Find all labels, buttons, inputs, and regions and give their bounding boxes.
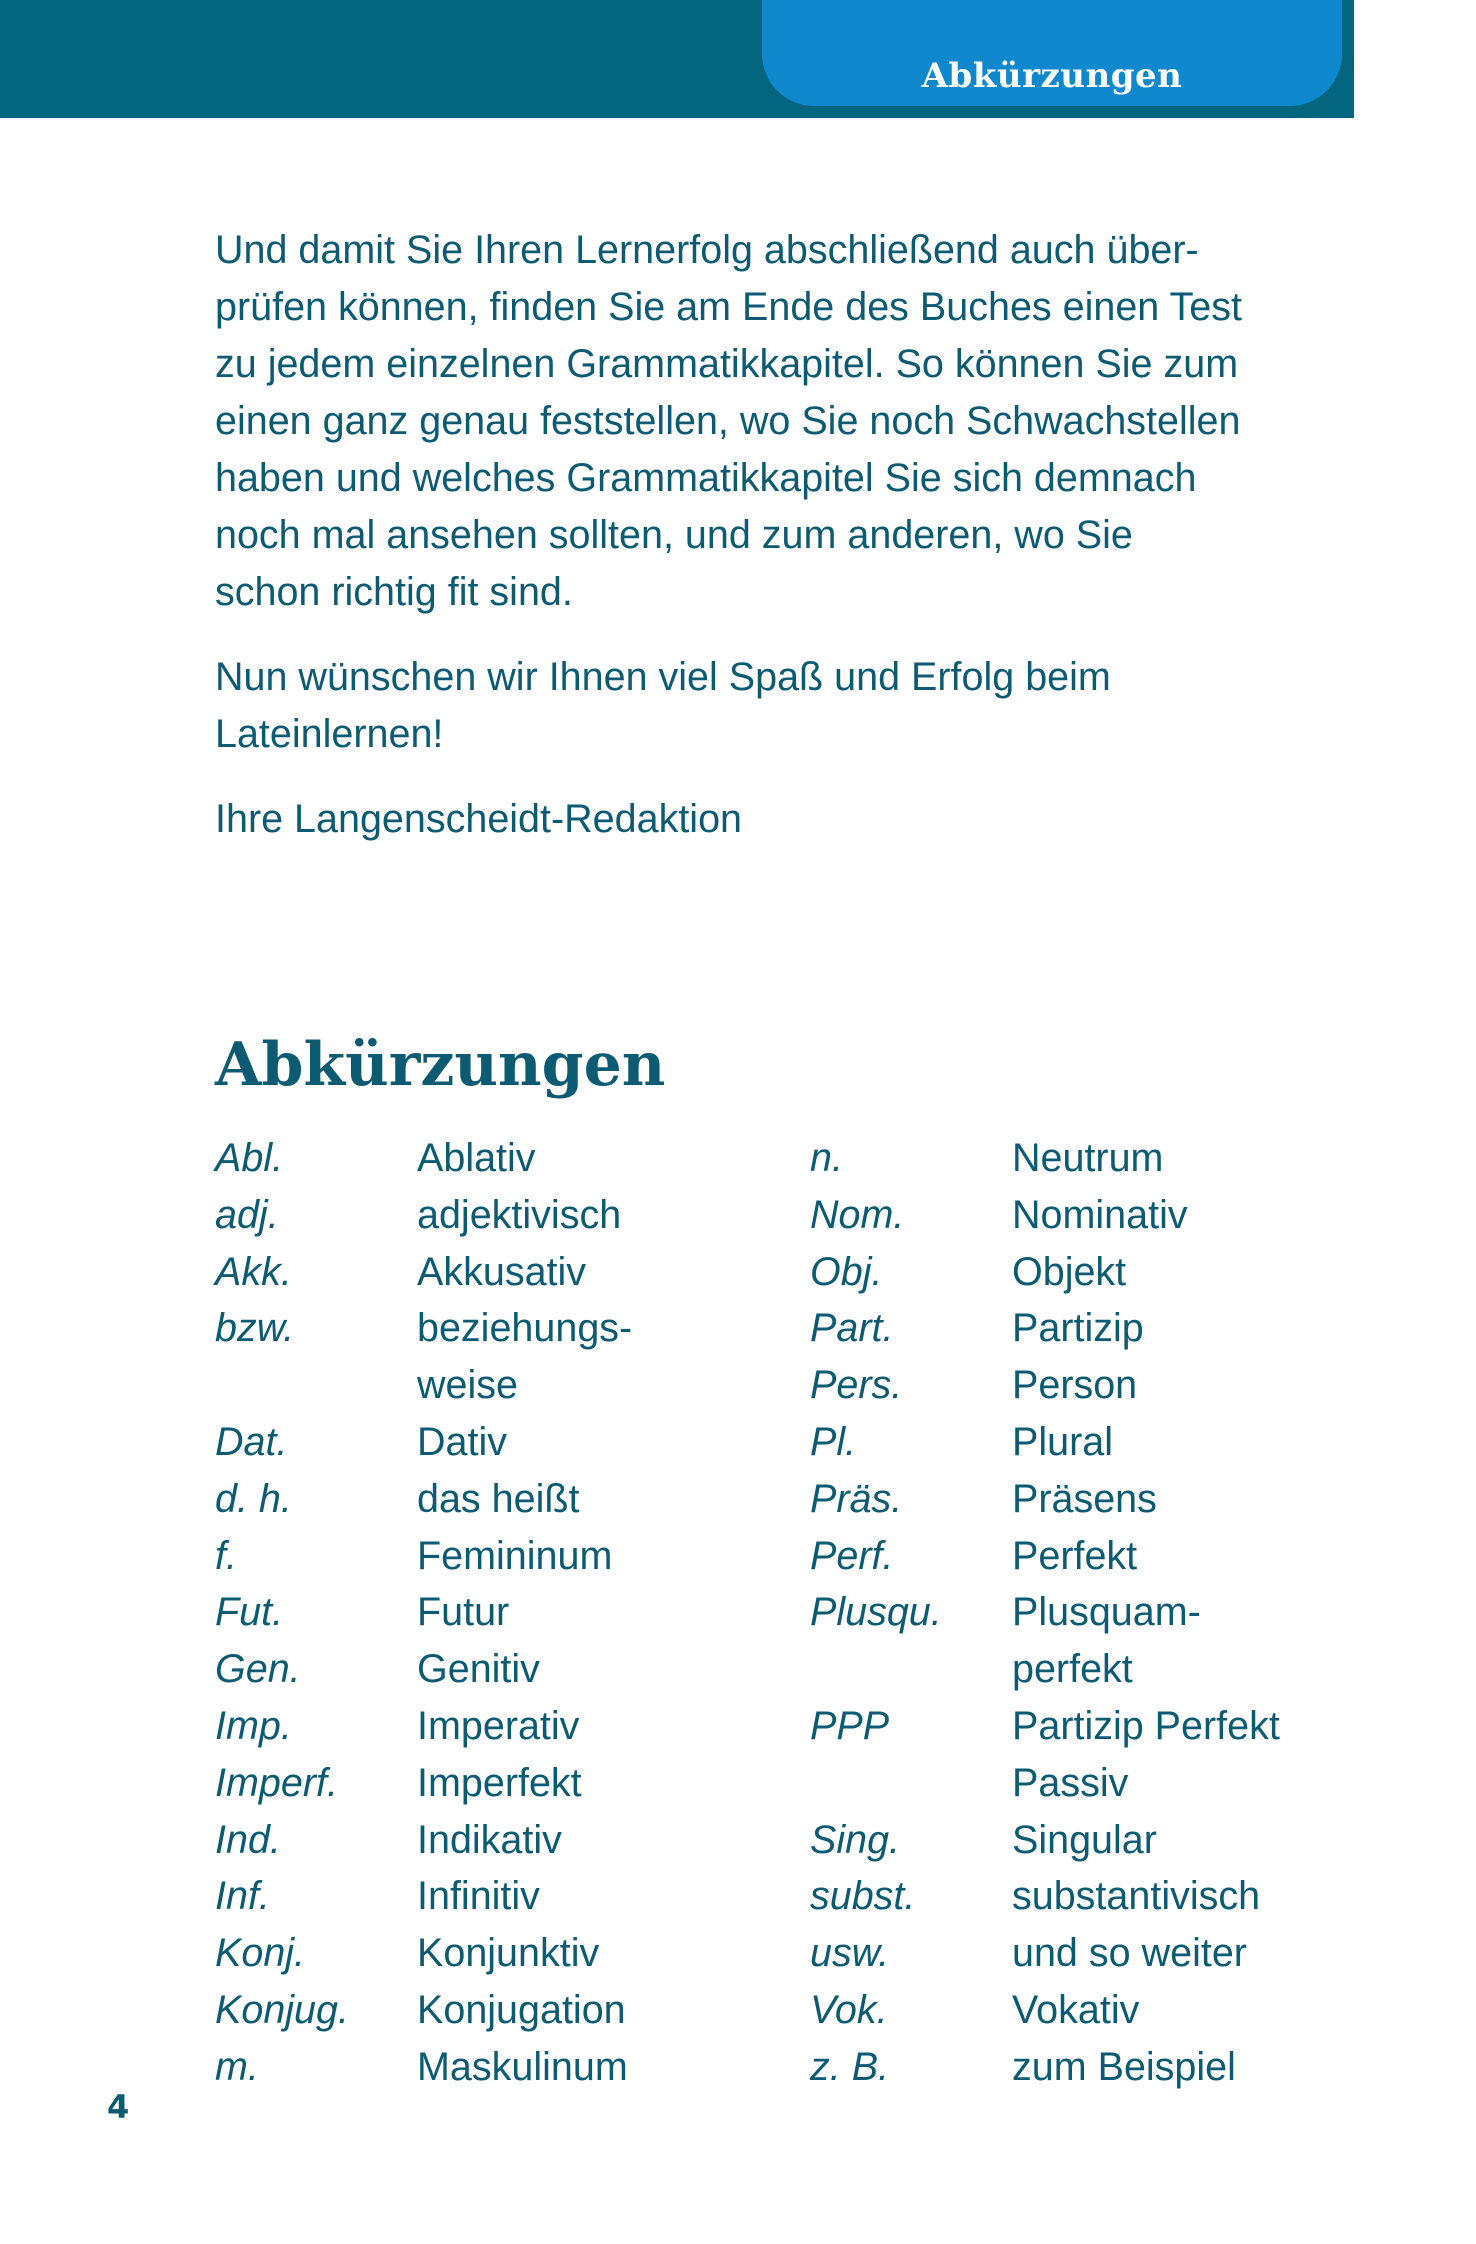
abbreviation-row	[810, 1925, 1280, 1982]
abbreviation-meaning: Ablativ	[417, 1136, 536, 1180]
abbreviation-term: Ind.	[215, 1817, 281, 1862]
abbreviation-term: bzw.	[215, 1306, 295, 1351]
abbreviation-term: Part.	[810, 1306, 894, 1351]
abbreviation-row	[215, 1187, 632, 1244]
abbreviation-term: n.	[810, 1136, 843, 1180]
abbreviation-term: Dat.	[215, 1419, 288, 1464]
abbreviation-row	[215, 1982, 632, 2039]
abbreviation-meaning: substantivisch	[1012, 1874, 1261, 1919]
abbreviation-meaning: Perfekt	[1012, 1533, 1138, 1578]
abbreviation-row	[215, 1584, 632, 1641]
intro-text	[215, 222, 1345, 876]
abbreviation-meaning: adjektivisch	[417, 1192, 622, 1237]
abbreviation-meaning: Person	[1012, 1363, 1138, 1408]
abbreviation-term: d. h.	[215, 1476, 292, 1521]
abbreviation-row	[215, 1812, 632, 1869]
abbreviation-term: Sing.	[810, 1817, 901, 1862]
abbreviation-term: m.	[215, 2044, 259, 2089]
abbreviation-term: Imperf.	[215, 1760, 338, 1805]
abbreviation-term: Imp.	[215, 1703, 292, 1748]
abbreviation-meaning: Partizip	[1012, 1306, 1144, 1351]
abbreviation-meaning: Präsens	[1012, 1476, 1157, 1521]
abbreviation-row	[810, 1300, 1280, 1357]
abbreviation-row	[215, 1925, 632, 1982]
abbreviation-row	[810, 1584, 1280, 1698]
abbreviation-term: Perf.	[810, 1533, 894, 1578]
abbreviation-term: Plusqu.	[810, 1590, 942, 1635]
abbreviation-meaning: Partizip Perfekt Passiv	[1012, 1703, 1280, 1805]
abbreviation-row	[215, 1244, 632, 1301]
abbreviation-row	[810, 1868, 1280, 1925]
abbreviation-term: Akk.	[215, 1249, 292, 1294]
abbreviation-term: Abl.	[215, 1136, 284, 1180]
abbreviation-row	[215, 1698, 632, 1755]
abbreviation-term: PPP	[810, 1703, 890, 1748]
abbreviation-term: Präs.	[810, 1476, 903, 1521]
abbreviation-meaning: das heißt	[417, 1476, 580, 1521]
abbreviation-row	[810, 1244, 1280, 1301]
abbreviation-row	[810, 1698, 1280, 1812]
abbreviation-row	[215, 1528, 632, 1585]
intro-signature: Ihre Langenscheidt-Redaktion	[215, 797, 743, 841]
abbreviation-term: Pers.	[810, 1363, 903, 1408]
abbreviation-row	[215, 1868, 632, 1925]
section-title: Abkürzungen	[215, 1030, 666, 1100]
abbreviation-list-right	[810, 1130, 1280, 2096]
abbreviation-meaning: Genitiv	[417, 1647, 540, 1692]
abbreviation-term: Vok.	[810, 1987, 888, 2032]
abbreviation-row	[810, 1812, 1280, 1869]
abbreviation-term: Obj.	[810, 1249, 883, 1294]
abbreviation-meaning: Konjunktiv	[417, 1931, 600, 1976]
abbreviation-row	[810, 1357, 1280, 1414]
abbreviation-meaning: zum Beispiel	[1012, 2044, 1236, 2089]
abbreviation-row	[215, 1641, 632, 1698]
abbreviation-row	[810, 1471, 1280, 1528]
abbreviation-meaning: Imperativ	[417, 1703, 580, 1748]
abbreviation-meaning: Femininum	[417, 1533, 613, 1578]
abbreviation-list-left	[215, 1130, 632, 2096]
running-title: Abkürzungen	[921, 56, 1183, 96]
abbreviation-row	[215, 2039, 632, 2096]
abbreviation-term: Konj.	[215, 1931, 306, 1976]
intro-paragraph-1: Und damit Sie Ihren Lernerfolg abschließend auch über- prüfen können, finden Sie am Ende des Buches einen Test zu jedem einzelnen Grammatikkapitel. So können Sie zum einen ganz genau feststellen, wo Sie noch Schwachstellen haben und welches Grammatikkapitel Sie sich demnach noch mal ansehen sollten, und zum anderen, wo Sie schon richtig fit sind.	[215, 228, 1242, 614]
abbreviation-meaning: Imperfekt	[417, 1760, 582, 1805]
abbreviation-term: Fut.	[215, 1590, 284, 1635]
abbreviation-term: Inf.	[215, 1874, 270, 1919]
abbreviation-term: adj.	[215, 1192, 279, 1237]
abbreviation-row	[215, 1414, 632, 1471]
abbreviation-meaning: und so weiter	[1012, 1931, 1247, 1976]
abbreviation-meaning: Nominativ	[1012, 1192, 1188, 1237]
abbreviation-row	[810, 1528, 1280, 1585]
abbreviation-row	[215, 1300, 632, 1414]
abbreviation-row	[215, 1471, 632, 1528]
abbreviation-meaning: Dativ	[417, 1419, 507, 1464]
abbreviation-term: Konjug.	[215, 1987, 349, 2032]
abbreviation-meaning: Konjugation	[417, 1987, 626, 2032]
abbreviation-meaning: Plural	[1012, 1419, 1113, 1464]
abbreviation-meaning: Futur	[417, 1590, 510, 1635]
abbreviation-term: Nom.	[810, 1192, 905, 1237]
abbreviation-row	[810, 1130, 1280, 1187]
abbreviation-meaning: Akkusativ	[417, 1249, 587, 1294]
abbreviation-term: Gen.	[215, 1647, 301, 1692]
abbreviation-meaning: beziehungs- weise	[417, 1306, 633, 1408]
abbreviation-row	[810, 2039, 1280, 2096]
abbreviation-meaning: Objekt	[1012, 1249, 1127, 1294]
page-number: 4	[107, 2088, 130, 2126]
abbreviation-row	[810, 1982, 1280, 2039]
abbreviation-meaning: Plusquam- perfekt	[1012, 1590, 1201, 1692]
abbreviation-term: subst.	[810, 1874, 916, 1919]
abbreviation-meaning: Neutrum	[1012, 1136, 1164, 1180]
abbreviation-term: Pl.	[810, 1419, 857, 1464]
abbreviation-row	[215, 1755, 632, 1812]
abbreviation-meaning: Maskulinum	[417, 2044, 628, 2089]
abbreviation-term: f.	[215, 1533, 237, 1578]
abbreviation-row	[810, 1414, 1280, 1471]
abbreviation-term: usw.	[810, 1931, 890, 1976]
abbreviation-meaning: Indikativ	[417, 1817, 562, 1862]
abbreviation-meaning: Singular	[1012, 1817, 1157, 1862]
intro-paragraph-2: Nun wünschen wir Ihnen viel Spaß und Erfolg beim Lateinlernen!	[215, 655, 1111, 756]
abbreviation-row	[810, 1187, 1280, 1244]
abbreviation-term: z. B.	[810, 2044, 890, 2089]
abbreviation-meaning: Infinitiv	[417, 1874, 540, 1919]
abbreviation-row	[215, 1130, 632, 1187]
abbreviation-meaning: Vokativ	[1012, 1987, 1140, 2032]
